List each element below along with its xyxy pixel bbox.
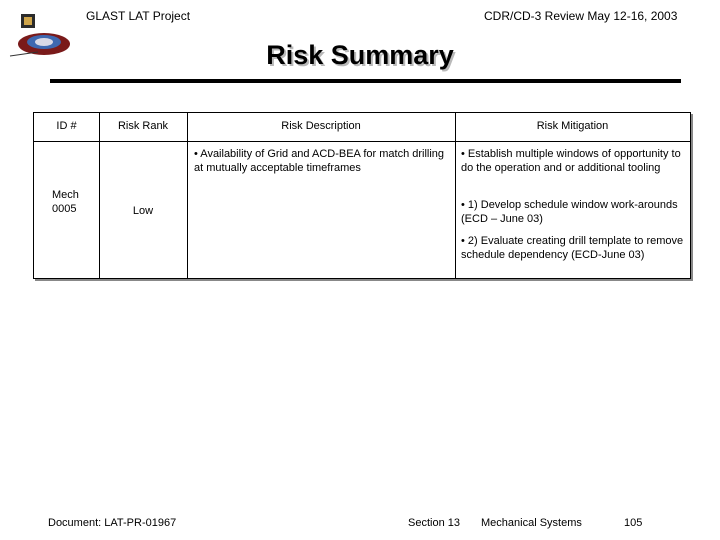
column-divider [187,113,188,278]
column-divider [455,113,456,278]
mitigation-item: • 1) Develop schedule window work-arounds (ECD – June 03) [461,199,678,225]
mitigation-item: • Establish multiple windows of opportunity to do the operation and or additional tooling [461,148,681,174]
header-divider [34,141,690,142]
review-info: CDR/CD-3 Review May 12-16, 2003 [484,9,678,23]
risk-id: Mech 0005 [52,189,79,215]
column-divider [99,113,100,278]
risk-table [33,112,691,279]
risk-description: • Availability of Grid and ACD-BEA for match drilling at mutually acceptable timeframes [194,148,445,174]
project-name: GLAST LAT Project [86,9,191,23]
column-header-id: ID # [56,120,77,132]
section-number: Section 13 [408,517,460,529]
page-number: 105 [624,517,643,529]
risk-rank: Low [132,205,154,217]
section-name: Mechanical Systems [481,517,582,529]
column-header-description: Risk Description [281,120,361,132]
column-header-rank: Risk Rank [117,120,169,132]
column-header-mitigation: Risk Mitigation [536,120,609,132]
page-title: Risk Summary [266,40,454,70]
title-divider [50,79,681,83]
mitigation-item: • 2) Evaluate creating drill template to remove schedule dependency (ECD-June 03) [461,235,684,261]
document-id: Document: LAT-PR-01967 [48,517,177,529]
